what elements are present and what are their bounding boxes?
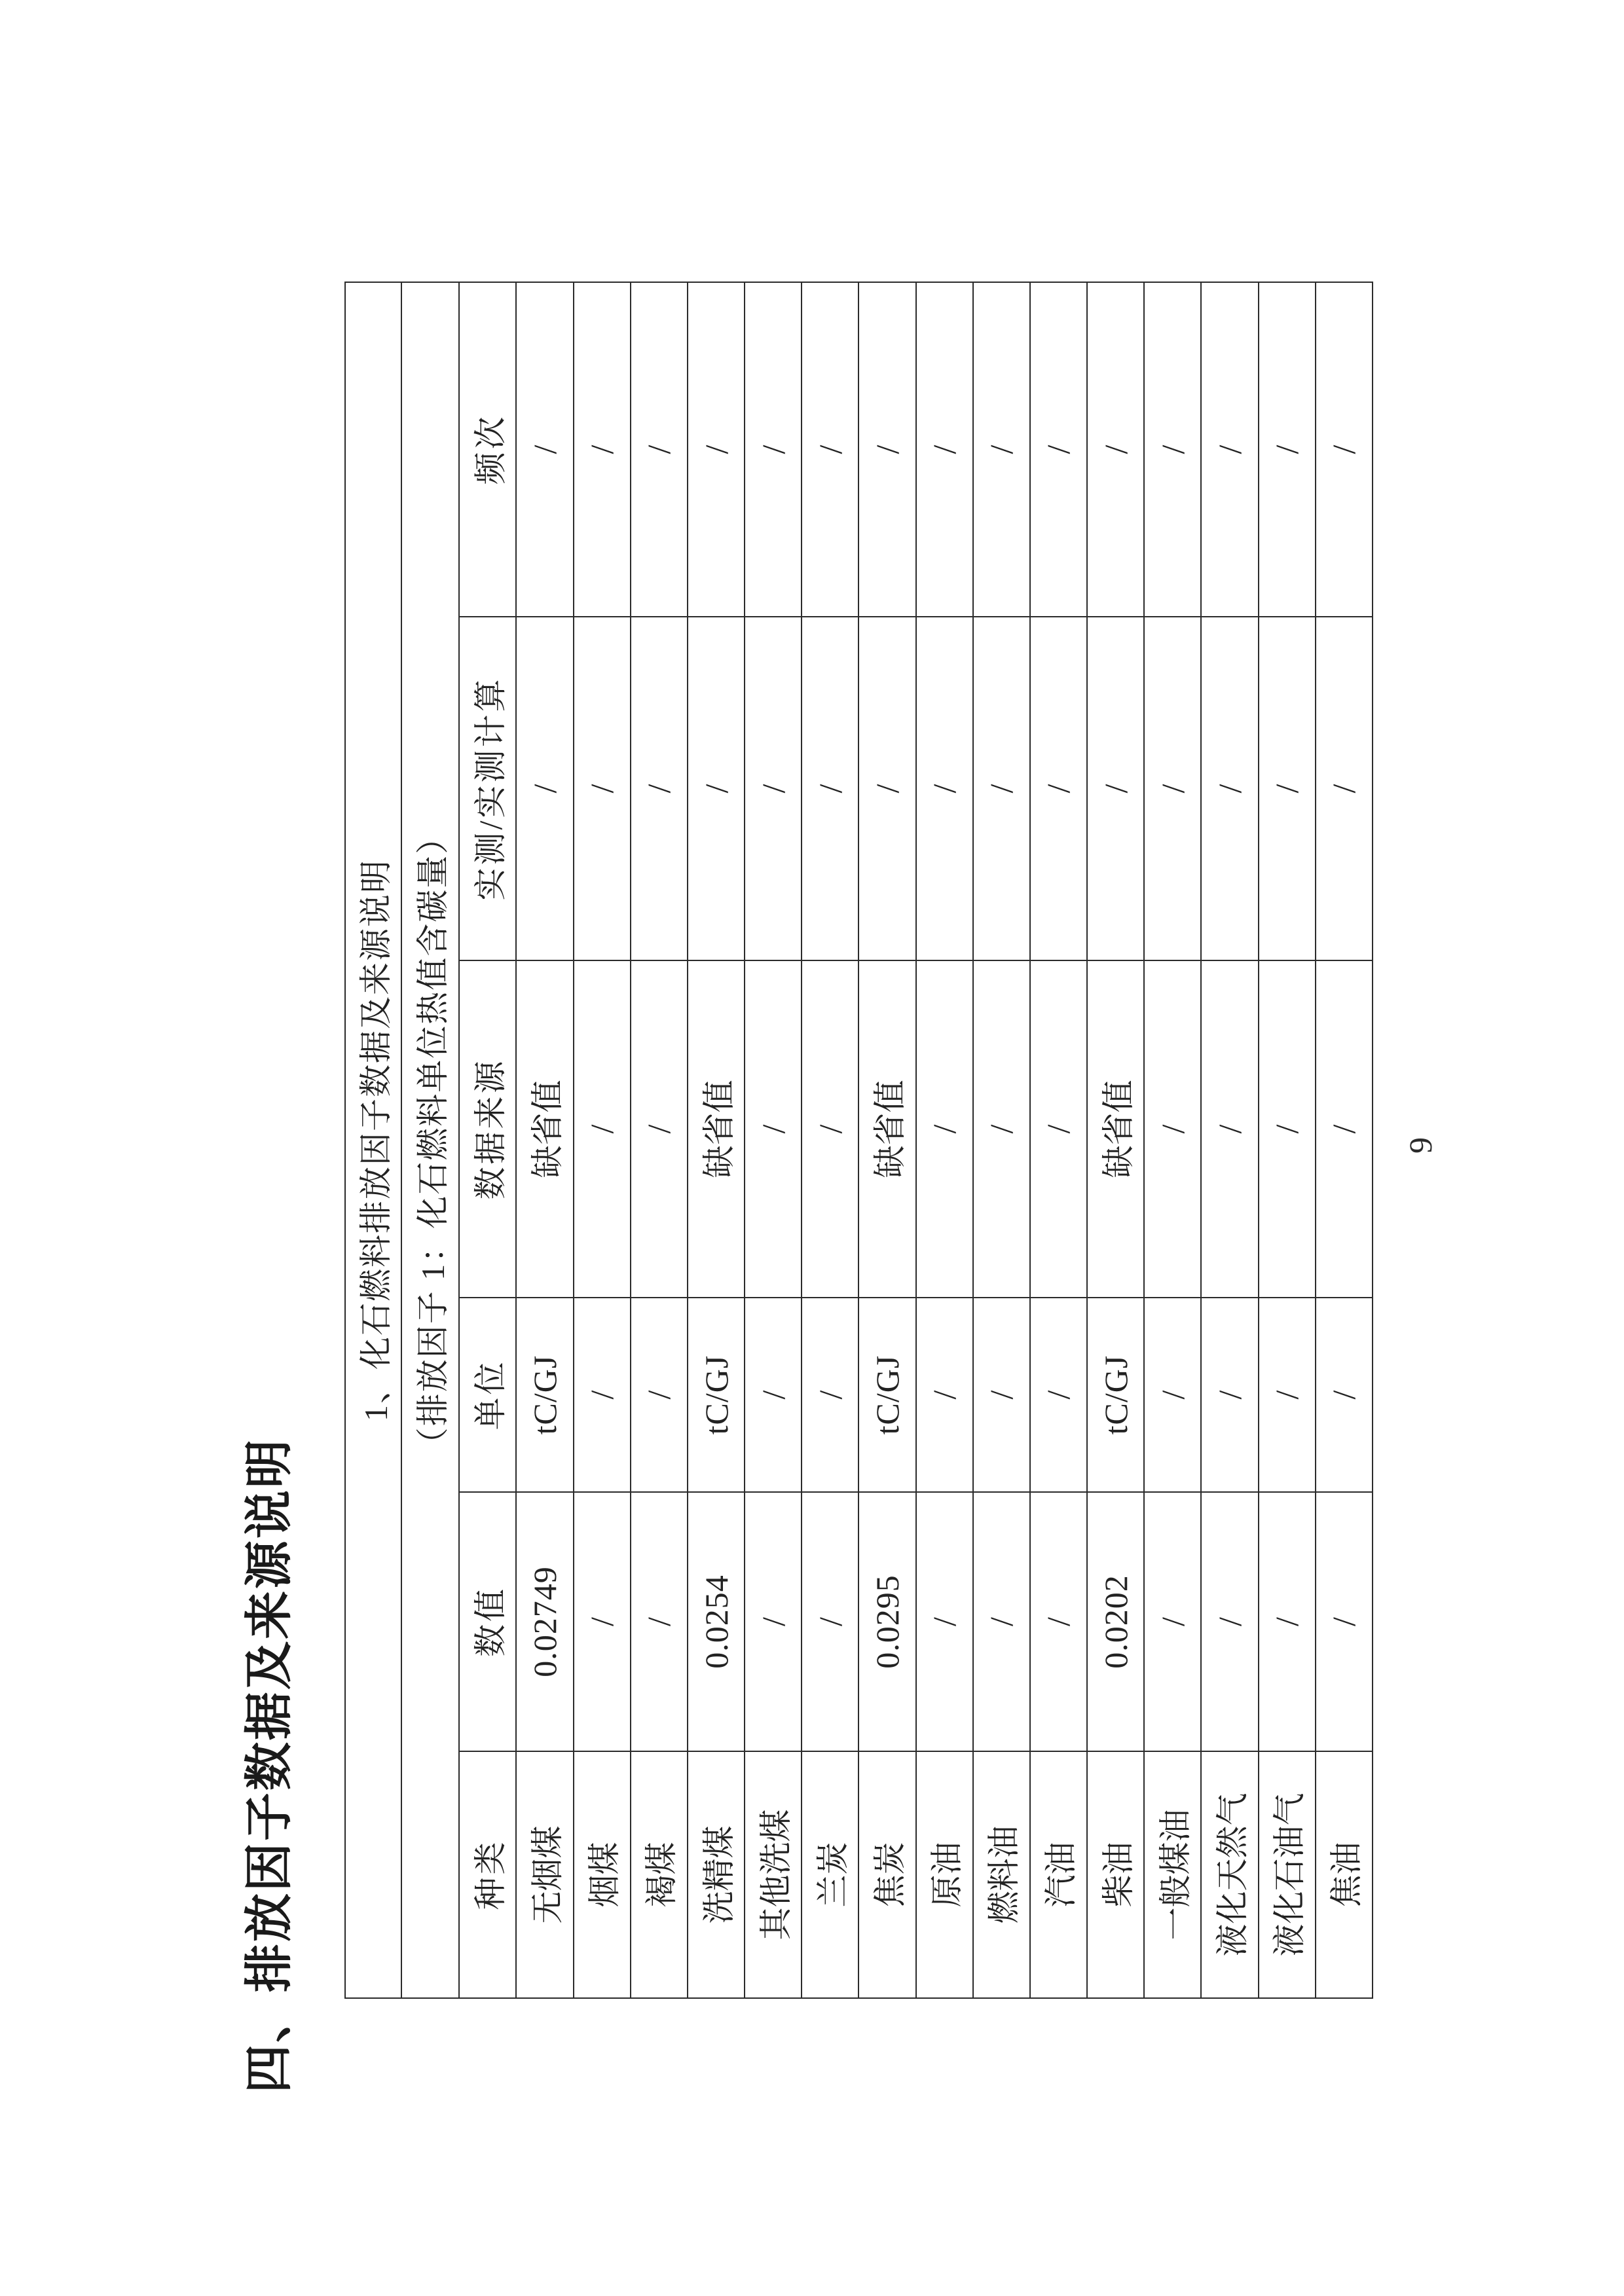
col-header-value: 数值 <box>459 1492 516 1751</box>
unit-cell: / <box>1030 1298 1087 1492</box>
value-cell: / <box>574 1492 631 1751</box>
fuel-type-cell: 其他洗煤 <box>745 1751 802 1998</box>
table-row <box>688 282 745 1998</box>
source-cell: / <box>1144 960 1201 1298</box>
value-cell: 0.0295 <box>858 1492 915 1751</box>
source-cell: 缺省值 <box>688 960 745 1298</box>
frequency-cell: / <box>858 282 915 617</box>
frequency-cell: / <box>1087 282 1144 617</box>
value-cell: 0.02749 <box>516 1492 573 1751</box>
fuel-type-cell: 无烟煤 <box>516 1751 573 1998</box>
fuel-type-cell: 一般煤油 <box>1144 1751 1201 1998</box>
table-row <box>1087 282 1144 1998</box>
measured-cell: / <box>973 617 1030 960</box>
source-cell: / <box>1030 960 1087 1298</box>
document-title: 四、排放因子数据及来源说明 <box>242 1438 296 2093</box>
source-cell: 缺省值 <box>516 960 573 1298</box>
table-row <box>574 282 631 1998</box>
unit-cell: / <box>1144 1298 1201 1492</box>
frequency-cell: / <box>631 282 688 617</box>
col-header-unit: 单位 <box>459 1298 516 1492</box>
value-cell: / <box>1201 1492 1258 1751</box>
fuel-type-cell: 燃料油 <box>973 1751 1030 1998</box>
frequency-cell: / <box>1144 282 1201 617</box>
source-cell: 缺省值 <box>1087 960 1144 1298</box>
source-cell: / <box>802 960 858 1298</box>
measured-cell: / <box>1030 617 1087 960</box>
value-cell: / <box>802 1492 858 1751</box>
unit-cell: / <box>1259 1298 1316 1492</box>
frequency-cell: / <box>973 282 1030 617</box>
source-cell: / <box>916 960 973 1298</box>
fuel-type-cell: 兰炭 <box>802 1751 858 1998</box>
unit-cell: / <box>1201 1298 1258 1492</box>
source-cell: / <box>1201 960 1258 1298</box>
value-cell: / <box>745 1492 802 1751</box>
frequency-cell: / <box>516 282 573 617</box>
frequency-cell: / <box>802 282 858 617</box>
value-cell: / <box>916 1492 973 1751</box>
table-row <box>1144 282 1201 1998</box>
frequency-cell: / <box>574 282 631 617</box>
frequency-cell: / <box>745 282 802 617</box>
col-header-measured: 实测/实测计算 <box>459 617 516 960</box>
frequency-cell: / <box>1259 282 1316 617</box>
table-row <box>973 282 1030 1998</box>
col-header-type: 种类 <box>459 1751 516 1998</box>
measured-cell: / <box>574 617 631 960</box>
table-row <box>1030 282 1087 1998</box>
table-row <box>745 282 802 1998</box>
fuel-type-cell: 柴油 <box>1087 1751 1144 1998</box>
source-cell: / <box>1259 960 1316 1298</box>
measured-cell: / <box>1087 617 1144 960</box>
table-subtitle: （排放因子 1：化石燃料单位热值含碳量） <box>401 282 459 1998</box>
frequency-cell: / <box>1316 282 1373 617</box>
value-cell: / <box>973 1492 1030 1751</box>
emission-factor-table <box>344 282 1373 1999</box>
measured-cell: / <box>631 617 688 960</box>
table-row <box>802 282 858 1998</box>
page-number: 9 <box>1402 1137 1439 1154</box>
col-header-source: 数据来源 <box>459 960 516 1298</box>
fuel-type-cell: 液化石油气 <box>1259 1751 1316 1998</box>
measured-cell: / <box>1144 617 1201 960</box>
fuel-type-cell: 洗精煤 <box>688 1751 745 1998</box>
unit-cell: tC/GJ <box>516 1298 573 1492</box>
measured-cell: / <box>858 617 915 960</box>
unit-cell: tC/GJ <box>858 1298 915 1492</box>
frequency-cell: / <box>1201 282 1258 617</box>
value-cell: / <box>1144 1492 1201 1751</box>
frequency-cell: / <box>916 282 973 617</box>
measured-cell: / <box>745 617 802 960</box>
table-title-row <box>345 282 401 1998</box>
source-cell: / <box>973 960 1030 1298</box>
unit-cell: / <box>1316 1298 1373 1492</box>
frequency-cell: / <box>688 282 745 617</box>
unit-cell: tC/GJ <box>1087 1298 1144 1492</box>
table-row <box>631 282 688 1998</box>
measured-cell: / <box>688 617 745 960</box>
measured-cell: / <box>1316 617 1373 960</box>
unit-cell: / <box>973 1298 1030 1492</box>
unit-cell: / <box>574 1298 631 1492</box>
fuel-type-cell: 褐煤 <box>631 1751 688 1998</box>
table-row <box>1259 282 1316 1998</box>
source-cell: / <box>631 960 688 1298</box>
table-subtitle-row <box>401 282 459 1998</box>
fuel-type-cell: 焦炭 <box>858 1751 915 1998</box>
table-row <box>916 282 973 1998</box>
unit-cell: / <box>802 1298 858 1492</box>
source-cell: 缺省值 <box>858 960 915 1298</box>
fuel-type-cell: 液化天然气 <box>1201 1751 1258 1998</box>
value-cell: / <box>631 1492 688 1751</box>
fuel-type-cell: 焦油 <box>1316 1751 1373 1998</box>
measured-cell: / <box>1201 617 1258 960</box>
fuel-type-cell: 烟煤 <box>574 1751 631 1998</box>
table-row <box>858 282 915 1998</box>
value-cell: / <box>1316 1492 1373 1751</box>
value-cell: 0.0202 <box>1087 1492 1144 1751</box>
measured-cell: / <box>916 617 973 960</box>
measured-cell: / <box>516 617 573 960</box>
fuel-type-cell: 原油 <box>916 1751 973 1998</box>
source-cell: / <box>1316 960 1373 1298</box>
col-header-frequency: 频次 <box>459 282 516 617</box>
unit-cell: / <box>745 1298 802 1492</box>
table-title: 1、化石燃料排放因子数据及来源说明 <box>345 282 401 1998</box>
table-row <box>1316 282 1373 1998</box>
measured-cell: / <box>802 617 858 960</box>
unit-cell: / <box>631 1298 688 1492</box>
fuel-type-cell: 汽油 <box>1030 1751 1087 1998</box>
measured-cell: / <box>1259 617 1316 960</box>
table-header-row <box>459 282 516 1998</box>
value-cell: / <box>1030 1492 1087 1751</box>
frequency-cell: / <box>1030 282 1087 617</box>
unit-cell: / <box>916 1298 973 1492</box>
table-row <box>1201 282 1258 1998</box>
unit-cell: tC/GJ <box>688 1298 745 1492</box>
source-cell: / <box>745 960 802 1298</box>
source-cell: / <box>574 960 631 1298</box>
value-cell: 0.0254 <box>688 1492 745 1751</box>
table-row <box>516 282 573 1998</box>
value-cell: / <box>1259 1492 1316 1751</box>
